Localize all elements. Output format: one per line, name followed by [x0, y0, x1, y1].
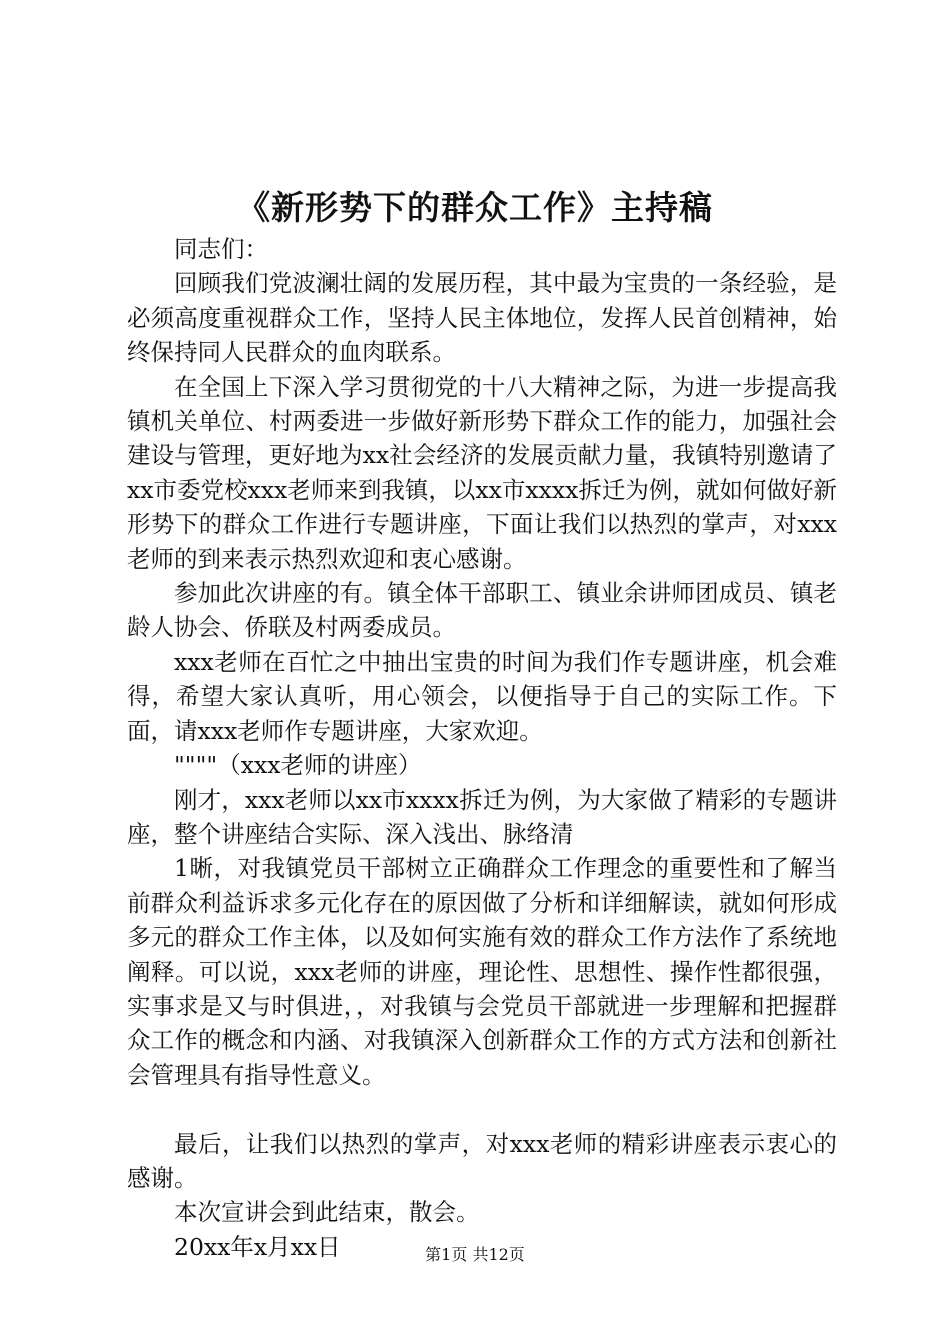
paragraph: 本次宣讲会到此结束，散会。 [174, 1198, 480, 1227]
paragraph: 最后，让我们以热烈的掌声，对xxx老师的精彩讲座表示衷心的感谢。 [127, 1129, 837, 1192]
paragraph: """"（xxx老师的讲座） [174, 751, 422, 780]
paragraph: 参加此次讲座的有。镇全体干部职工、镇业余讲师团成员、镇老龄人协会、侨联及村两委成员。 [127, 579, 837, 642]
page-number-footer: 第1页 共12页 [425, 1245, 525, 1264]
paragraph: 在全国上下深入学习贯彻党的十八大精神之际，为进一步提高我镇机关单位、村两委进一步做好新形势下群众工作的能力，加强社会建设与管理，更好地为xx社会经济的发展贡献力量，我镇特别邀请了xx市委党校xxx老师来到我镇，以xx市xxxx拆迁为例，就如何做好新形势下的群众工作进行专题讲座，下面让我们以热烈的掌声，对xxx老师的到来表示热烈欢迎和衷心感谢。 [127, 372, 837, 573]
paragraph: xxx老师在百忙之中抽出宝贵的时间为我们作专题讲座，机会难得，希望大家认真听，用心领会，以便指导于自己的实际工作。下面，请xxx老师作专题讲座，大家欢迎。 [127, 647, 837, 745]
document-date: 20xx年x月xx日 [174, 1232, 341, 1261]
paragraph: 1晰，对我镇党员干部树立正确群众工作理念的重要性和了解当前群众利益诉求多元化存在的原因做了分析和详细解读，就如何形成多元的群众工作主体，以及如何实施有效的群众工作方法作了系统地阐释。可以说，xxx老师的讲座，理论性、思想性、操作性都很强，实事求是又与时俱进，，对我镇与会党员干部就进一步理解和把握群众工作的概念和内涵、对我镇深入创新群众工作的方式方法和创新社会管理具有指导性意义。 [127, 854, 837, 1089]
paragraph: 刚才，xxx老师以xx市xxxx拆迁为例，为大家做了精彩的专题讲座，整个讲座结合实际、深入浅出、脉络清 [127, 785, 837, 848]
document-body [127, 232, 837, 1264]
greeting: 同志们： [174, 235, 268, 263]
paragraph: 回顾我们党波澜壮阔的发展历程，其中最为宝贵的一条经验，是必须高度重视群众工作，坚持人民主体地位，发挥人民首创精神，始终保持同人民群众的血肉联系。 [127, 269, 837, 367]
document-title: 《新形势下的群众工作》主持稿 [237, 188, 713, 227]
